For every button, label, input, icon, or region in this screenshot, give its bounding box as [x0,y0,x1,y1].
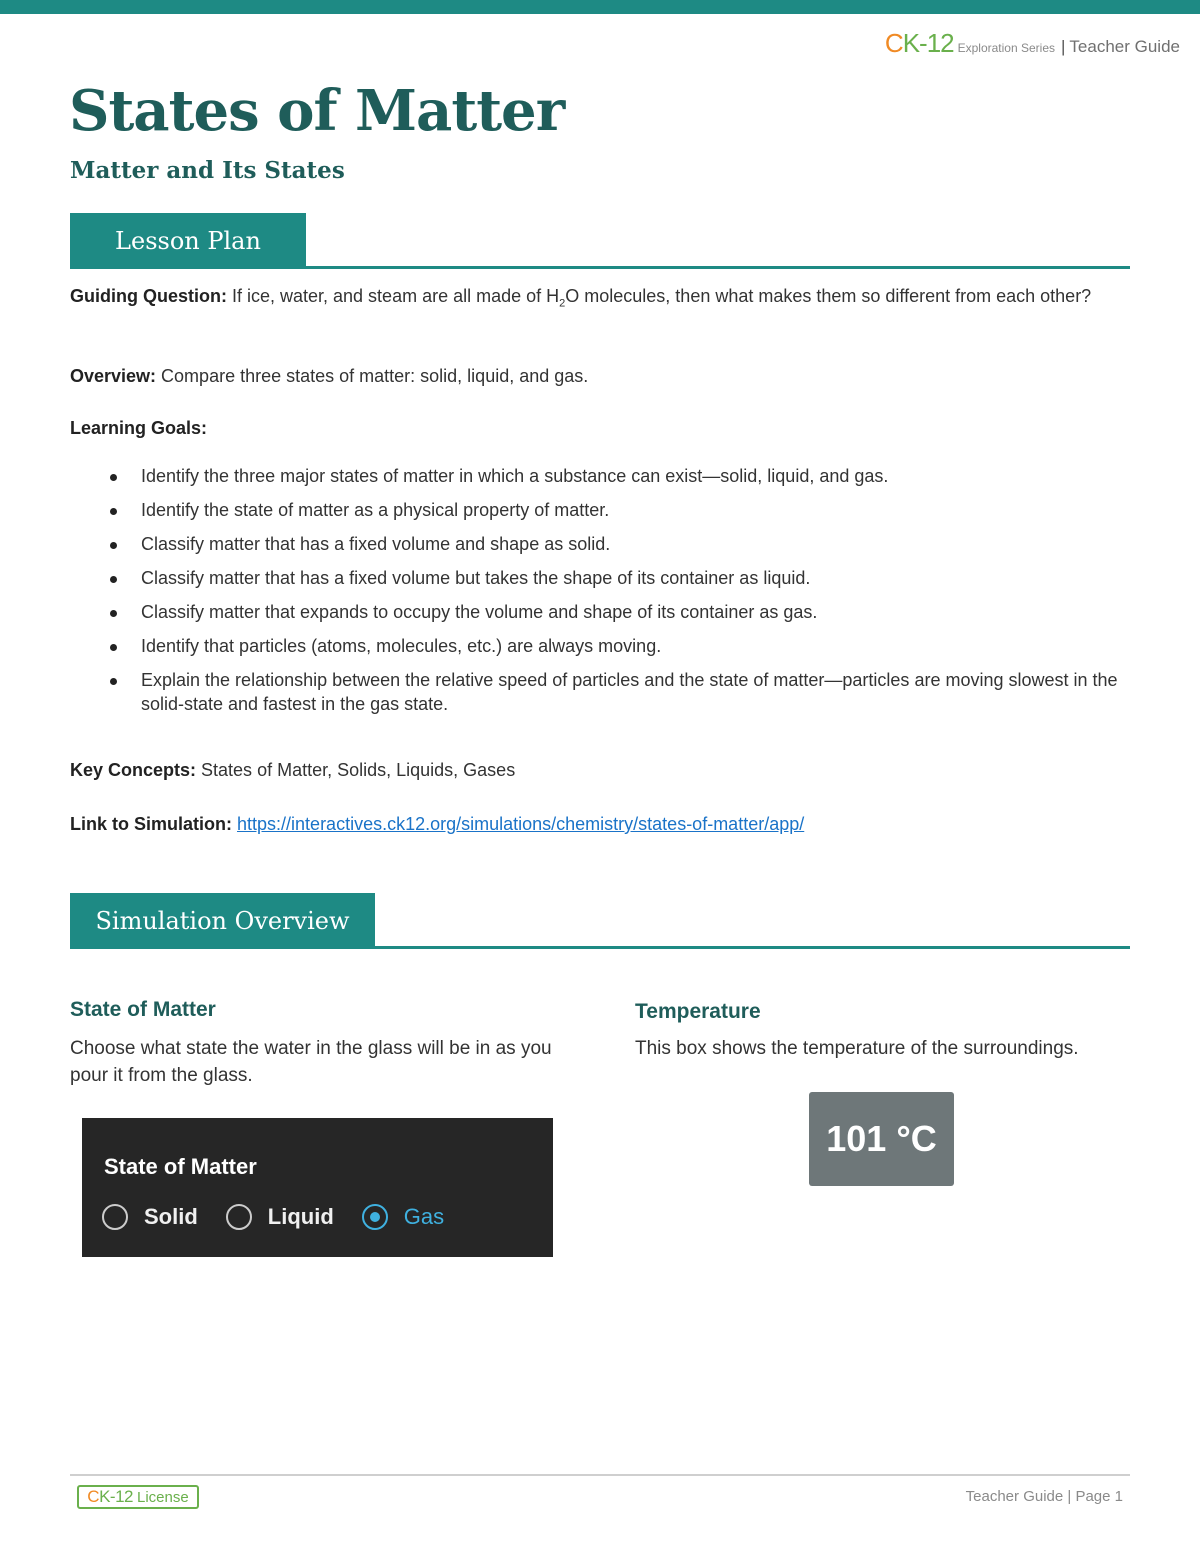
simulation-link-label: Link to Simulation: [70,814,232,834]
simulation-link-line [70,812,1130,837]
section-rule [70,946,1130,949]
list-item [70,464,1130,488]
section-tab-lesson-plan: Lesson Plan [70,213,306,269]
goal-text: Identify the state of matter as a physical property of matter. [141,500,610,520]
guide-label: Teacher Guide [1069,37,1180,56]
learning-goals-heading [70,416,1130,441]
panel-title: State of Matter [104,1154,257,1179]
guiding-question-text-b: O molecules, then what makes them so different from each other? [565,286,1092,306]
key-concepts [70,758,1130,783]
header-separator: | [1061,37,1066,56]
guiding-question [70,284,1130,309]
goal-text: Identify that particles (atoms, molecules, etc.) are always moving. [141,636,662,656]
overview-label: Overview: [70,366,157,386]
bullet-icon [110,508,117,515]
state-of-matter-heading: State of Matter [70,998,216,1021]
bullet-icon [110,542,117,549]
page-title: States of Matter [69,78,565,144]
page-number: Teacher Guide | Page 1 [965,1488,1123,1505]
radio-circle-icon[interactable] [226,1204,252,1230]
overview-text: Compare three states of matter: solid, liquid, and gas. [156,366,589,386]
state-of-matter-panel [82,1118,553,1257]
license-logo: CK-12 [87,1487,133,1506]
radio-gas[interactable] [362,1204,444,1230]
list-item [70,532,1130,556]
learning-goals-list [70,464,1130,726]
header-brand [885,28,1180,58]
radio-label: Liquid [267,1204,334,1229]
learning-goals-label: Learning Goals: [70,418,208,438]
section-tab-simulation-overview: Simulation Overview [70,893,375,949]
key-concepts-text: States of Matter, Solids, Liquids, Gases [196,760,516,780]
license-label: License [137,1488,189,1506]
subscript: 2 [559,297,566,310]
radio-selected-icon[interactable] [362,1204,388,1230]
temperature-readout: 101 °C [809,1092,954,1186]
goal-text: Explain the relationship between the relative speed of particles and the state of matter—particles are moving slowest in the solid-state and fastest in the gas state. [141,670,1118,714]
list-item [70,498,1130,522]
state-of-matter-description: Choose what state the water in the glass will be in as you pour it from the glass. [70,1038,552,1086]
guiding-question-label: Guiding Question: [70,286,227,306]
radio-circle-icon[interactable] [102,1204,128,1230]
radio-liquid[interactable] [226,1204,334,1230]
guiding-question-text-a: If ice, water, and steam are all made of H [226,286,560,306]
goal-text: Identify the three major states of matter in which a substance can exist—solid, liquid, and gas. [141,466,889,486]
license-badge[interactable] [77,1485,199,1509]
radio-label: Solid [144,1204,198,1229]
bullet-icon [110,644,117,651]
simulation-link[interactable]: https://interactives.ck12.org/simulations/chemistry/states-of-matter/app/ [237,814,805,834]
list-item [70,668,1130,716]
list-item [70,600,1130,624]
bullet-icon [110,610,117,617]
bullet-icon [110,576,117,583]
key-concepts-label: Key Concepts: [70,760,197,780]
overview [70,364,1130,389]
goal-text: Classify matter that expands to occupy the volume and shape of its container as gas. [141,602,818,622]
state-radio-group [102,1204,472,1230]
bullet-icon [110,474,117,481]
ck12-logo: CK-12 [884,28,954,58]
goal-text: Classify matter that has a fixed volume and shape as solid. [141,534,611,554]
radio-label: Gas [403,1204,445,1229]
bullet-icon [110,678,117,685]
list-item [70,566,1130,590]
footer-rule [70,1474,1130,1476]
list-item [70,634,1130,658]
series-label: Exploration Series [957,41,1055,55]
goal-text: Classify matter that has a fixed volume but takes the shape of its container as liquid. [141,568,811,588]
section-rule [70,266,1130,269]
temperature-description: This box shows the temperature of the surroundings. [635,1038,1079,1059]
radio-solid[interactable] [102,1204,198,1230]
top-accent-bar [0,0,1200,14]
temperature-heading: Temperature [635,1000,761,1023]
page-subtitle: Matter and Its States [70,157,345,184]
